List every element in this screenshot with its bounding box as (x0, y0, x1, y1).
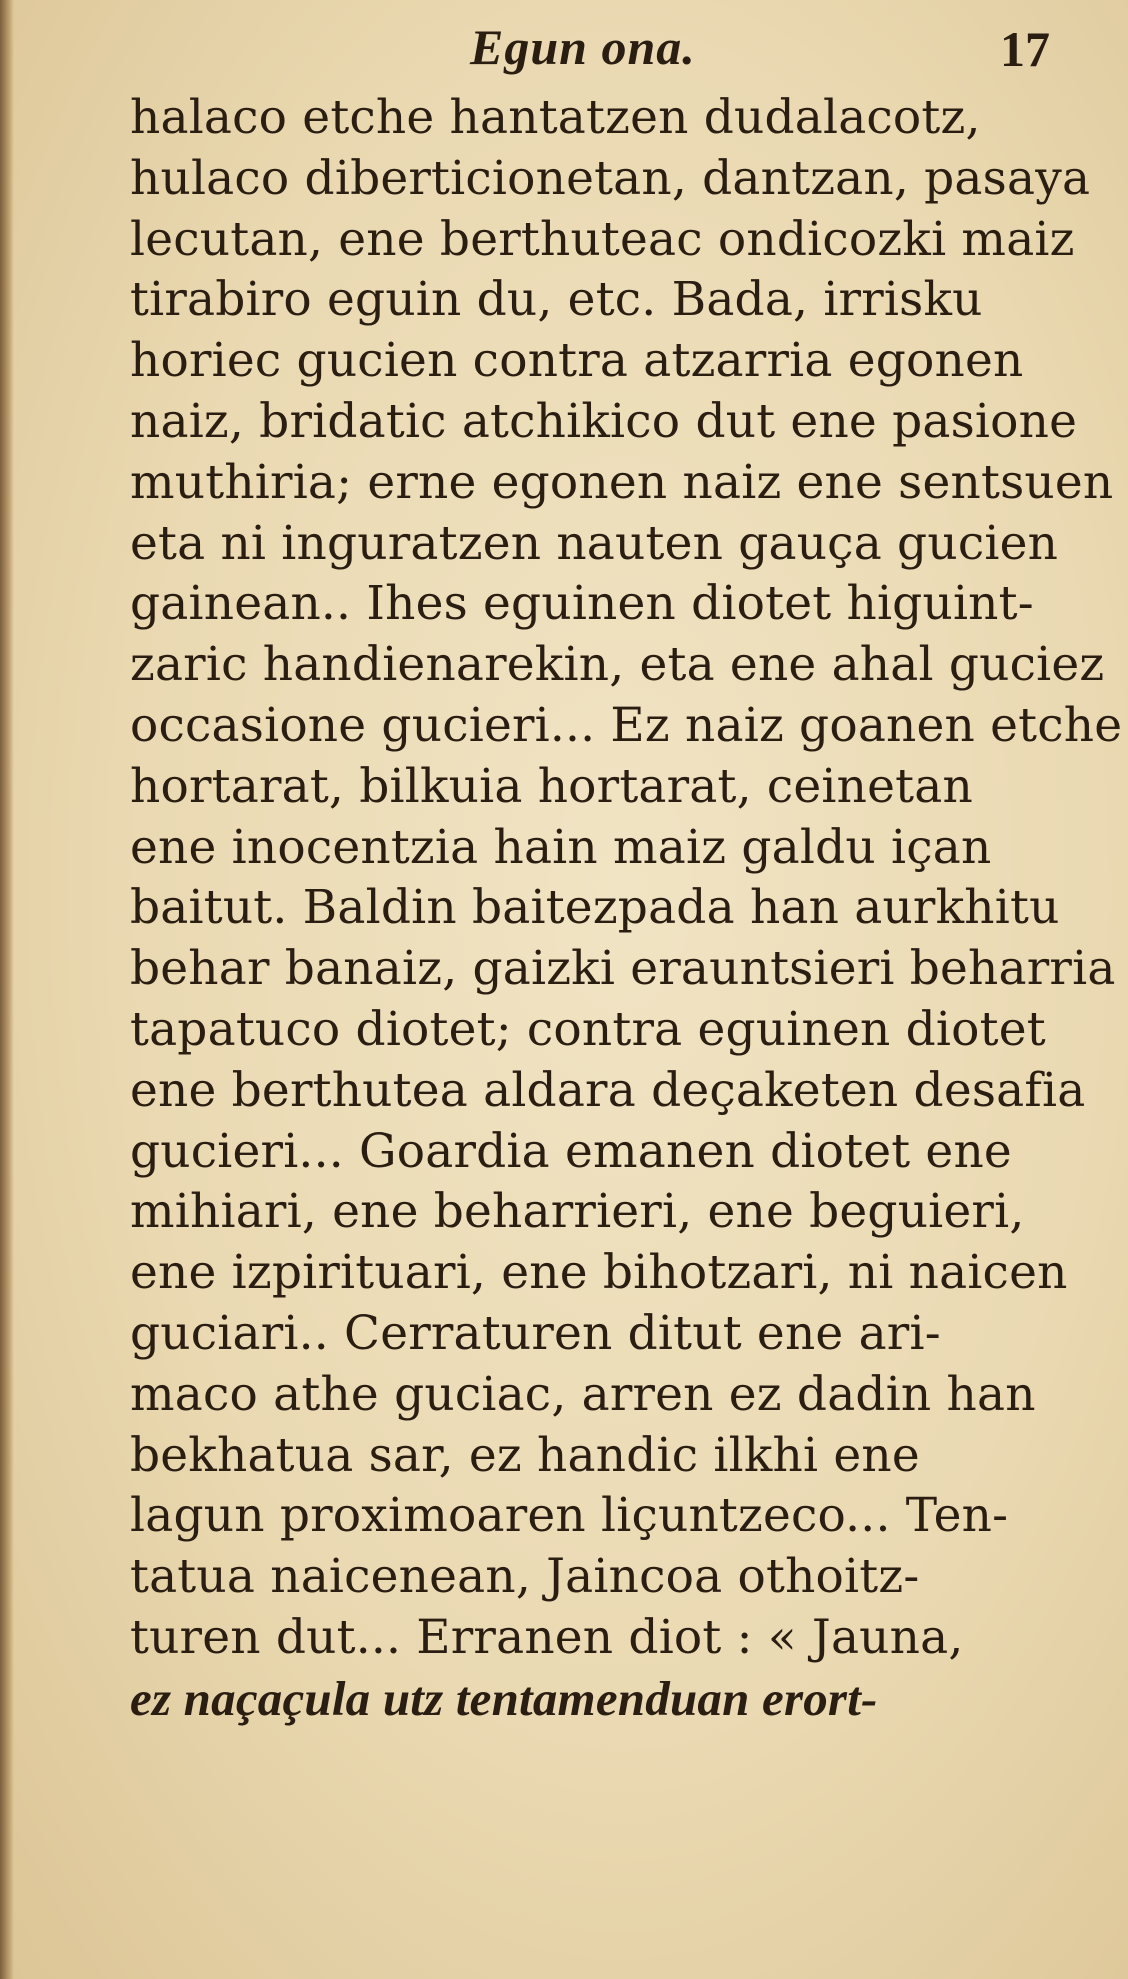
text-line: muthiria; erne egonen naiz ene sentsuen (130, 454, 1114, 510)
page-header (130, 18, 1050, 98)
text-line: bekhatua sar, ez handic ilkhi ene (130, 1427, 920, 1483)
text-line: maco athe guciac, arren ez dadin han (130, 1366, 1036, 1422)
text-line: mihiari, ene beharrieri, ene beguieri, (130, 1184, 1025, 1240)
text-line: baitut. Baldin baitezpada han aurkhitu (130, 880, 1060, 936)
text-line: gucieri... Goardia emanen diotet ene (130, 1123, 1012, 1179)
text-line: horiec gucien contra atzarria egonen (130, 333, 1024, 389)
text-line: zaric handienarekin, eta ene ahal guciez (130, 637, 1105, 693)
page-number: 17 (1000, 21, 1050, 77)
text-line: gainean.. Ihes eguinen diotet higuint- (130, 576, 1034, 632)
text-line: ene berthutea aldara deçaketen desafia (130, 1062, 1086, 1118)
page-edge-shadow (0, 0, 14, 1979)
text-line-italic: ez naçaçula utz tentamenduan erort- (130, 1670, 878, 1726)
text-line: lecutan, ene berthuteac ondicozki maiz (130, 211, 1075, 267)
text-line: naiz, bridatic atchikico dut ene pasione (130, 393, 1078, 449)
text-line: lagun proximoaren liçuntzeco... Ten- (130, 1488, 1009, 1544)
text-line: eta ni inguratzen nauten gauça gucien (130, 515, 1059, 571)
body-text (130, 88, 1123, 1730)
text-line: tapatuco diotet; contra eguinen diotet (130, 1001, 1046, 1057)
text-line: tatua naicenean, Jaincoa othoitz- (130, 1549, 920, 1605)
text-line: tirabiro eguin du, etc. Bada, irrisku (130, 272, 983, 328)
text-line: behar banaiz, gaizki erauntsieri beharria (130, 941, 1116, 997)
text-line: guciari.. Cerraturen ditut ene ari- (130, 1305, 941, 1361)
text-line: hortarat, bilkuia hortarat, ceinetan (130, 758, 973, 814)
text-line: occasione gucieri... Ez naiz goanen etche (130, 697, 1123, 753)
text-line: hulaco diberticionetan, dantzan, pasaya (130, 150, 1091, 206)
text-line: ene izpirituari, ene bihotzari, ni naicen (130, 1245, 1068, 1301)
running-head: Egun ona. (470, 19, 696, 75)
text-line: ene inocentzia hain maiz galdu içan (130, 819, 992, 875)
text-line: turen dut... Erranen diot : « Jauna, (130, 1609, 964, 1665)
text-line: halaco etche hantatzen dudalacotz, (130, 90, 981, 145)
